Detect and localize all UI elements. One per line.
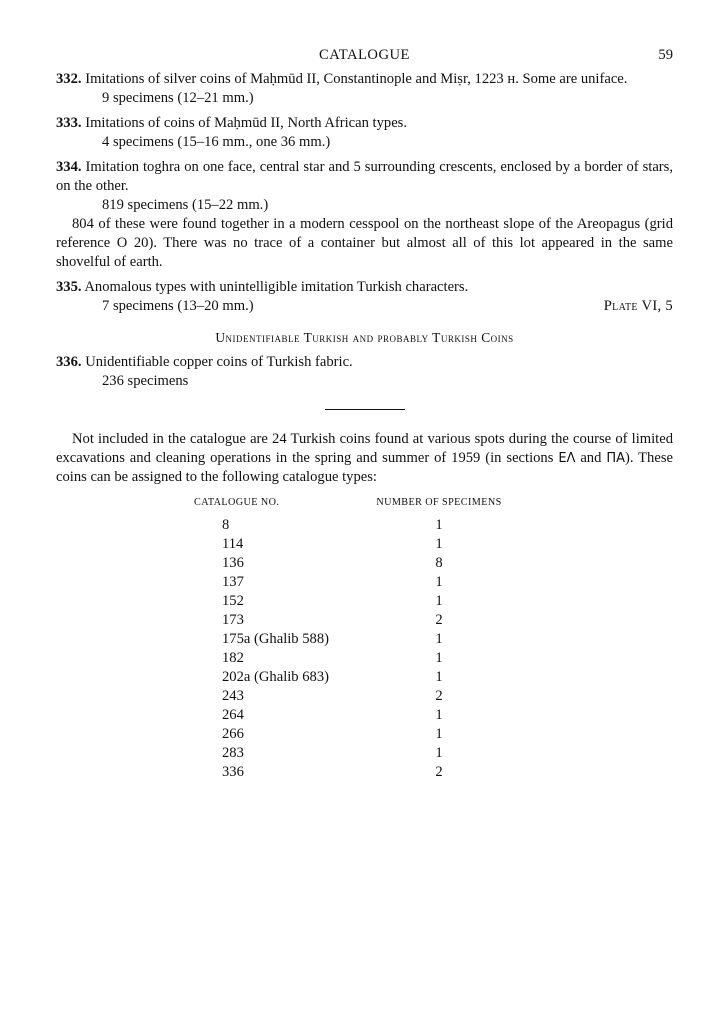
specimen-count-cell: 2 <box>435 612 443 628</box>
table-row <box>194 725 514 744</box>
entry-number: 334. <box>56 159 82 175</box>
catalogue-no-cell: 137 <box>222 574 244 590</box>
plate-reference: Plate VI, 5 <box>603 298 673 314</box>
specimen-count-cell: 1 <box>435 631 443 647</box>
entry-specimens: 7 specimens (13–20 mm.) <box>102 298 254 314</box>
entry-description <box>56 353 673 372</box>
catalogue-no-cell: 266 <box>222 726 244 742</box>
entry-description <box>56 158 673 196</box>
closing-text-start: Not included in the catalogue are 24 Turkish coins found at various spots during the course of limited excavations and cleaning operations in the spring and summer of 1959 (in sections <box>56 431 673 466</box>
table-row <box>194 763 514 782</box>
specimen-count-cell: 1 <box>435 593 443 609</box>
catalogue-no-cell: 173 <box>222 612 244 628</box>
catalogue-no-cell: 114 <box>222 536 244 552</box>
entry-text: Anomalous types with unintelligible imitation Turkish characters. <box>84 279 469 295</box>
column-header-specimens: NUMBER OF SPECIMENS <box>376 497 502 508</box>
table-row <box>194 592 514 611</box>
specimen-count-cell: 1 <box>435 745 443 761</box>
page-number: 59 <box>658 47 673 63</box>
catalogue-entry-332 <box>56 70 673 108</box>
section-divider <box>325 409 405 410</box>
page <box>56 46 673 782</box>
section-code: ΠΑ <box>606 451 625 466</box>
table-row <box>194 706 514 725</box>
catalogue-no-cell: 264 <box>222 707 244 723</box>
entry-text: Imitation toghra on one face, central star and 5 surrounding crescents, enclosed by a border of stars, on the other. <box>56 159 673 194</box>
specimen-count-cell: 8 <box>435 555 443 571</box>
entry-description <box>56 114 673 133</box>
entry-specimens: 236 specimens <box>102 373 189 389</box>
table-header-row <box>194 493 514 516</box>
catalogue-entry-336 <box>56 353 673 391</box>
catalogue-no-cell: 182 <box>222 650 244 666</box>
entry-text: Imitations of coins of Maḥmūd II, North African types. <box>85 115 408 131</box>
catalogue-no-cell: 8 <box>222 517 230 533</box>
entry-number: 335. <box>56 279 82 295</box>
catalogue-no-cell: 283 <box>222 745 244 761</box>
catalogue-no-cell: 336 <box>222 764 244 780</box>
catalogue-no-cell: 152 <box>222 593 244 609</box>
closing-and: and <box>575 450 607 466</box>
closing-text-end: ). These coins can be assigned to the following catalogue types: <box>56 450 673 485</box>
entry-specimens: 4 specimens (15–16 mm., one 36 mm.) <box>102 134 331 150</box>
specimen-count-cell: 2 <box>435 764 443 780</box>
catalogue-entry-335 <box>56 278 673 316</box>
specimen-count-cell: 1 <box>435 707 443 723</box>
specimen-count-cell: 2 <box>435 688 443 704</box>
entry-description <box>56 278 673 297</box>
catalogue-types-table <box>194 493 514 782</box>
specimen-count-cell: 1 <box>435 669 443 685</box>
running-head <box>56 46 673 70</box>
section-code: ΕΛ <box>558 451 576 466</box>
catalogue-no-cell: 243 <box>222 688 244 704</box>
specimen-count-cell: 1 <box>435 536 443 552</box>
catalogue-entry-334 <box>56 158 673 272</box>
table-row <box>194 630 514 649</box>
entry-description <box>56 70 673 89</box>
table-row <box>194 573 514 592</box>
specimen-count-cell: 1 <box>435 517 443 533</box>
catalogue-entry-333 <box>56 114 673 152</box>
entry-text: Imitations of silver coins of Maḥmūd II, Constantinople and Miṣr, 1223 ʜ. Some are uniface. <box>85 71 628 87</box>
entry-number: 333. <box>56 115 82 131</box>
entry-specimens: 9 specimens (12–21 mm.) <box>102 90 254 106</box>
specimen-count-cell: 1 <box>435 726 443 742</box>
section-heading: Unidentifiable Turkish and probably Turkish Coins <box>215 330 514 345</box>
entry-number: 332. <box>56 71 82 87</box>
entry-note: 804 of these were found together in a modern cesspool on the northeast slope of the Areopagus (grid reference O 20). There was no trace of a container but almost all of this lot appeared in the same shovelful of earth. <box>56 216 673 270</box>
catalogue-no-cell: 136 <box>222 555 244 571</box>
table-row <box>194 554 514 573</box>
running-title: CATALOGUE <box>319 47 410 63</box>
entry-number: 336. <box>56 354 82 370</box>
closing-paragraph <box>56 430 673 487</box>
table-row <box>194 744 514 763</box>
table-row <box>194 687 514 706</box>
table-row <box>194 535 514 554</box>
table-row <box>194 611 514 630</box>
catalogue-no-cell: 175a (Ghalib 588) <box>222 631 329 647</box>
entry-specimens-row <box>56 297 673 316</box>
table-row <box>194 649 514 668</box>
table-row <box>194 668 514 687</box>
entry-specimens: 819 specimens (15–22 mm.) <box>102 197 269 213</box>
entry-text: Unidentifiable copper coins of Turkish fabric. <box>85 354 353 370</box>
column-header-catalogue-no: CATALOGUE NO. <box>194 497 280 508</box>
specimen-count-cell: 1 <box>435 574 443 590</box>
table-row <box>194 516 514 535</box>
catalogue-no-cell: 202a (Ghalib 683) <box>222 669 329 685</box>
specimen-count-cell: 1 <box>435 650 443 666</box>
